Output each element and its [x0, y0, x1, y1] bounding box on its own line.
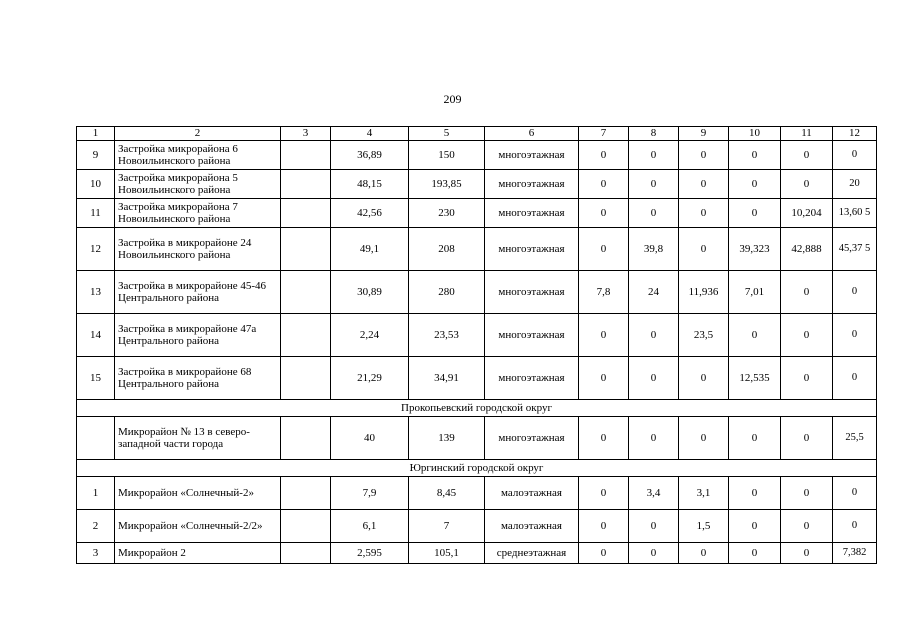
table-cell: 0: [729, 477, 781, 510]
table-cell: 2,24: [331, 314, 409, 357]
table-cell: 7,9: [331, 477, 409, 510]
table-cell: среднеэтажная: [485, 543, 579, 564]
table-cell: [281, 271, 331, 314]
column-header: 7: [579, 127, 629, 141]
row-number: 12: [77, 228, 115, 271]
table-cell: 193,85: [409, 170, 485, 199]
table-row: [77, 314, 877, 357]
object-name: Застройка микрорайона 5 Новоильинского района: [115, 170, 281, 199]
table-cell: малоэтажная: [485, 477, 579, 510]
table-row: [77, 271, 877, 314]
column-header: 11: [781, 127, 833, 141]
table-cell: 0: [729, 314, 781, 357]
table-cell: 0: [579, 141, 629, 170]
table-cell: многоэтажная: [485, 357, 579, 400]
table-row: [77, 141, 877, 170]
table-cell: 0: [629, 357, 679, 400]
table-cell: 0: [579, 417, 629, 460]
table-row: [77, 228, 877, 271]
table-cell: [281, 417, 331, 460]
table-cell: [281, 199, 331, 228]
object-name: Застройка микрорайона 7 Новоильинского района: [115, 199, 281, 228]
table-row: [77, 357, 877, 400]
table-cell: 0: [781, 417, 833, 460]
table-cell: 39,8: [629, 228, 679, 271]
table-cell: 0: [781, 543, 833, 564]
table-cell: 49,1: [331, 228, 409, 271]
table-cell: 3,1: [679, 477, 729, 510]
row-number: 15: [77, 357, 115, 400]
table-cell: [281, 543, 331, 564]
table-row: [77, 199, 877, 228]
table-cell: многоэтажная: [485, 417, 579, 460]
column-header: 2: [115, 127, 281, 141]
table-cell: 0: [833, 510, 877, 543]
table-cell: 0: [781, 477, 833, 510]
section-title: Прокопьевский городской округ: [77, 400, 877, 417]
table-cell: 24: [629, 271, 679, 314]
table-cell: [281, 170, 331, 199]
object-name: Микрорайон № 13 в северо-западной части города: [115, 417, 281, 460]
object-name: Микрорайон «Солнечный-2/2»: [115, 510, 281, 543]
table-cell: 0: [833, 357, 877, 400]
table-cell: 0: [679, 417, 729, 460]
column-header: 6: [485, 127, 579, 141]
table-cell: 0: [833, 141, 877, 170]
table-cell: многоэтажная: [485, 141, 579, 170]
column-header: 5: [409, 127, 485, 141]
table-cell: 0: [781, 271, 833, 314]
table-cell: [281, 228, 331, 271]
table-cell: 0: [781, 357, 833, 400]
section-title: Юргинский городской округ: [77, 460, 877, 477]
table-cell: 0: [729, 543, 781, 564]
table-cell: многоэтажная: [485, 199, 579, 228]
table-cell: малоэтажная: [485, 510, 579, 543]
column-header: 12: [833, 127, 877, 141]
table-cell: многоэтажная: [485, 314, 579, 357]
section-row: [77, 400, 877, 417]
row-number: 2: [77, 510, 115, 543]
column-header: 1: [77, 127, 115, 141]
table-cell: 0: [833, 314, 877, 357]
table-cell: 7,382: [833, 543, 877, 564]
table-cell: 0: [729, 510, 781, 543]
row-number: 10: [77, 170, 115, 199]
column-header: 4: [331, 127, 409, 141]
table-cell: 11,936: [679, 271, 729, 314]
table-cell: 25,5: [833, 417, 877, 460]
data-table: [76, 126, 877, 564]
table-cell: 0: [781, 314, 833, 357]
table-row: [77, 510, 877, 543]
row-number: 13: [77, 271, 115, 314]
object-name: Застройка в микрорайоне 45-46 Центрального района: [115, 271, 281, 314]
table-cell: 7: [409, 510, 485, 543]
table-cell: 0: [729, 199, 781, 228]
table-cell: 0: [629, 314, 679, 357]
table-cell: 0: [579, 543, 629, 564]
table-cell: 20: [833, 170, 877, 199]
table-cell: 10,204: [781, 199, 833, 228]
table-header-row: [77, 127, 877, 141]
section-row: [77, 460, 877, 477]
table-cell: 8,45: [409, 477, 485, 510]
table-cell: 7,8: [579, 271, 629, 314]
object-name: Застройка в микрорайоне 47а Центрального района: [115, 314, 281, 357]
table-cell: 0: [729, 141, 781, 170]
table-cell: 36,89: [331, 141, 409, 170]
table-cell: 0: [579, 510, 629, 543]
table-cell: 105,1: [409, 543, 485, 564]
table-cell: 12,535: [729, 357, 781, 400]
table-cell: 23,5: [679, 314, 729, 357]
table-cell: многоэтажная: [485, 271, 579, 314]
table-cell: 0: [579, 477, 629, 510]
table-body: [77, 127, 877, 564]
object-name: Застройка микрорайона 6 Новоильинского района: [115, 141, 281, 170]
table-cell: [281, 510, 331, 543]
table-cell: 0: [679, 357, 729, 400]
column-header: 10: [729, 127, 781, 141]
table-cell: 23,53: [409, 314, 485, 357]
table-cell: 2,595: [331, 543, 409, 564]
table-cell: [281, 314, 331, 357]
table-row: [77, 477, 877, 510]
row-number: [77, 417, 115, 460]
table-cell: 0: [629, 141, 679, 170]
object-name: Микрорайон 2: [115, 543, 281, 564]
table-cell: 0: [679, 543, 729, 564]
table-cell: многоэтажная: [485, 170, 579, 199]
table-cell: 0: [781, 141, 833, 170]
table-cell: 0: [729, 417, 781, 460]
row-number: 1: [77, 477, 115, 510]
object-name: Застройка в микрорайоне 68 Центрального района: [115, 357, 281, 400]
table-cell: 0: [579, 228, 629, 271]
table-cell: 0: [629, 510, 679, 543]
table-cell: [281, 141, 331, 170]
table-row: [77, 543, 877, 564]
object-name: Микрорайон «Солнечный-2»: [115, 477, 281, 510]
row-number: 14: [77, 314, 115, 357]
table-row: [77, 170, 877, 199]
table-cell: 48,15: [331, 170, 409, 199]
table-cell: 6,1: [331, 510, 409, 543]
table-cell: 30,89: [331, 271, 409, 314]
table-cell: 0: [833, 271, 877, 314]
table-row: [77, 417, 877, 460]
table-cell: 0: [781, 510, 833, 543]
table-cell: [281, 357, 331, 400]
table-cell: 42,888: [781, 228, 833, 271]
table-cell: [281, 477, 331, 510]
column-header: 8: [629, 127, 679, 141]
column-header: 9: [679, 127, 729, 141]
table-cell: 0: [781, 170, 833, 199]
object-name: Застройка в микрорайоне 24 Новоильинского района: [115, 228, 281, 271]
table-cell: 0: [629, 417, 679, 460]
table-cell: 1,5: [679, 510, 729, 543]
table-cell: 150: [409, 141, 485, 170]
table-cell: 0: [679, 228, 729, 271]
row-number: 9: [77, 141, 115, 170]
table-cell: 280: [409, 271, 485, 314]
table-cell: 0: [679, 199, 729, 228]
column-header: 3: [281, 127, 331, 141]
table-cell: 42,56: [331, 199, 409, 228]
table-cell: 45,37 5: [833, 228, 877, 271]
table-cell: 0: [729, 170, 781, 199]
table-cell: 3,4: [629, 477, 679, 510]
table-cell: 40: [331, 417, 409, 460]
table-cell: 7,01: [729, 271, 781, 314]
table-cell: 34,91: [409, 357, 485, 400]
table-cell: 0: [579, 170, 629, 199]
table-cell: многоэтажная: [485, 228, 579, 271]
row-number: 11: [77, 199, 115, 228]
page-number: 209: [443, 92, 462, 106]
table-cell: 0: [579, 199, 629, 228]
table-cell: 13,60 5: [833, 199, 877, 228]
table-cell: 0: [629, 199, 679, 228]
table-cell: 0: [629, 170, 679, 199]
table-cell: 0: [833, 477, 877, 510]
table-cell: 39,323: [729, 228, 781, 271]
table-cell: 0: [679, 141, 729, 170]
table-cell: 0: [579, 314, 629, 357]
table-cell: 139: [409, 417, 485, 460]
table-cell: 230: [409, 199, 485, 228]
table-cell: 0: [579, 357, 629, 400]
row-number: 3: [77, 543, 115, 564]
table-cell: 21,29: [331, 357, 409, 400]
table-cell: 208: [409, 228, 485, 271]
table-cell: 0: [629, 543, 679, 564]
table-cell: 0: [679, 170, 729, 199]
